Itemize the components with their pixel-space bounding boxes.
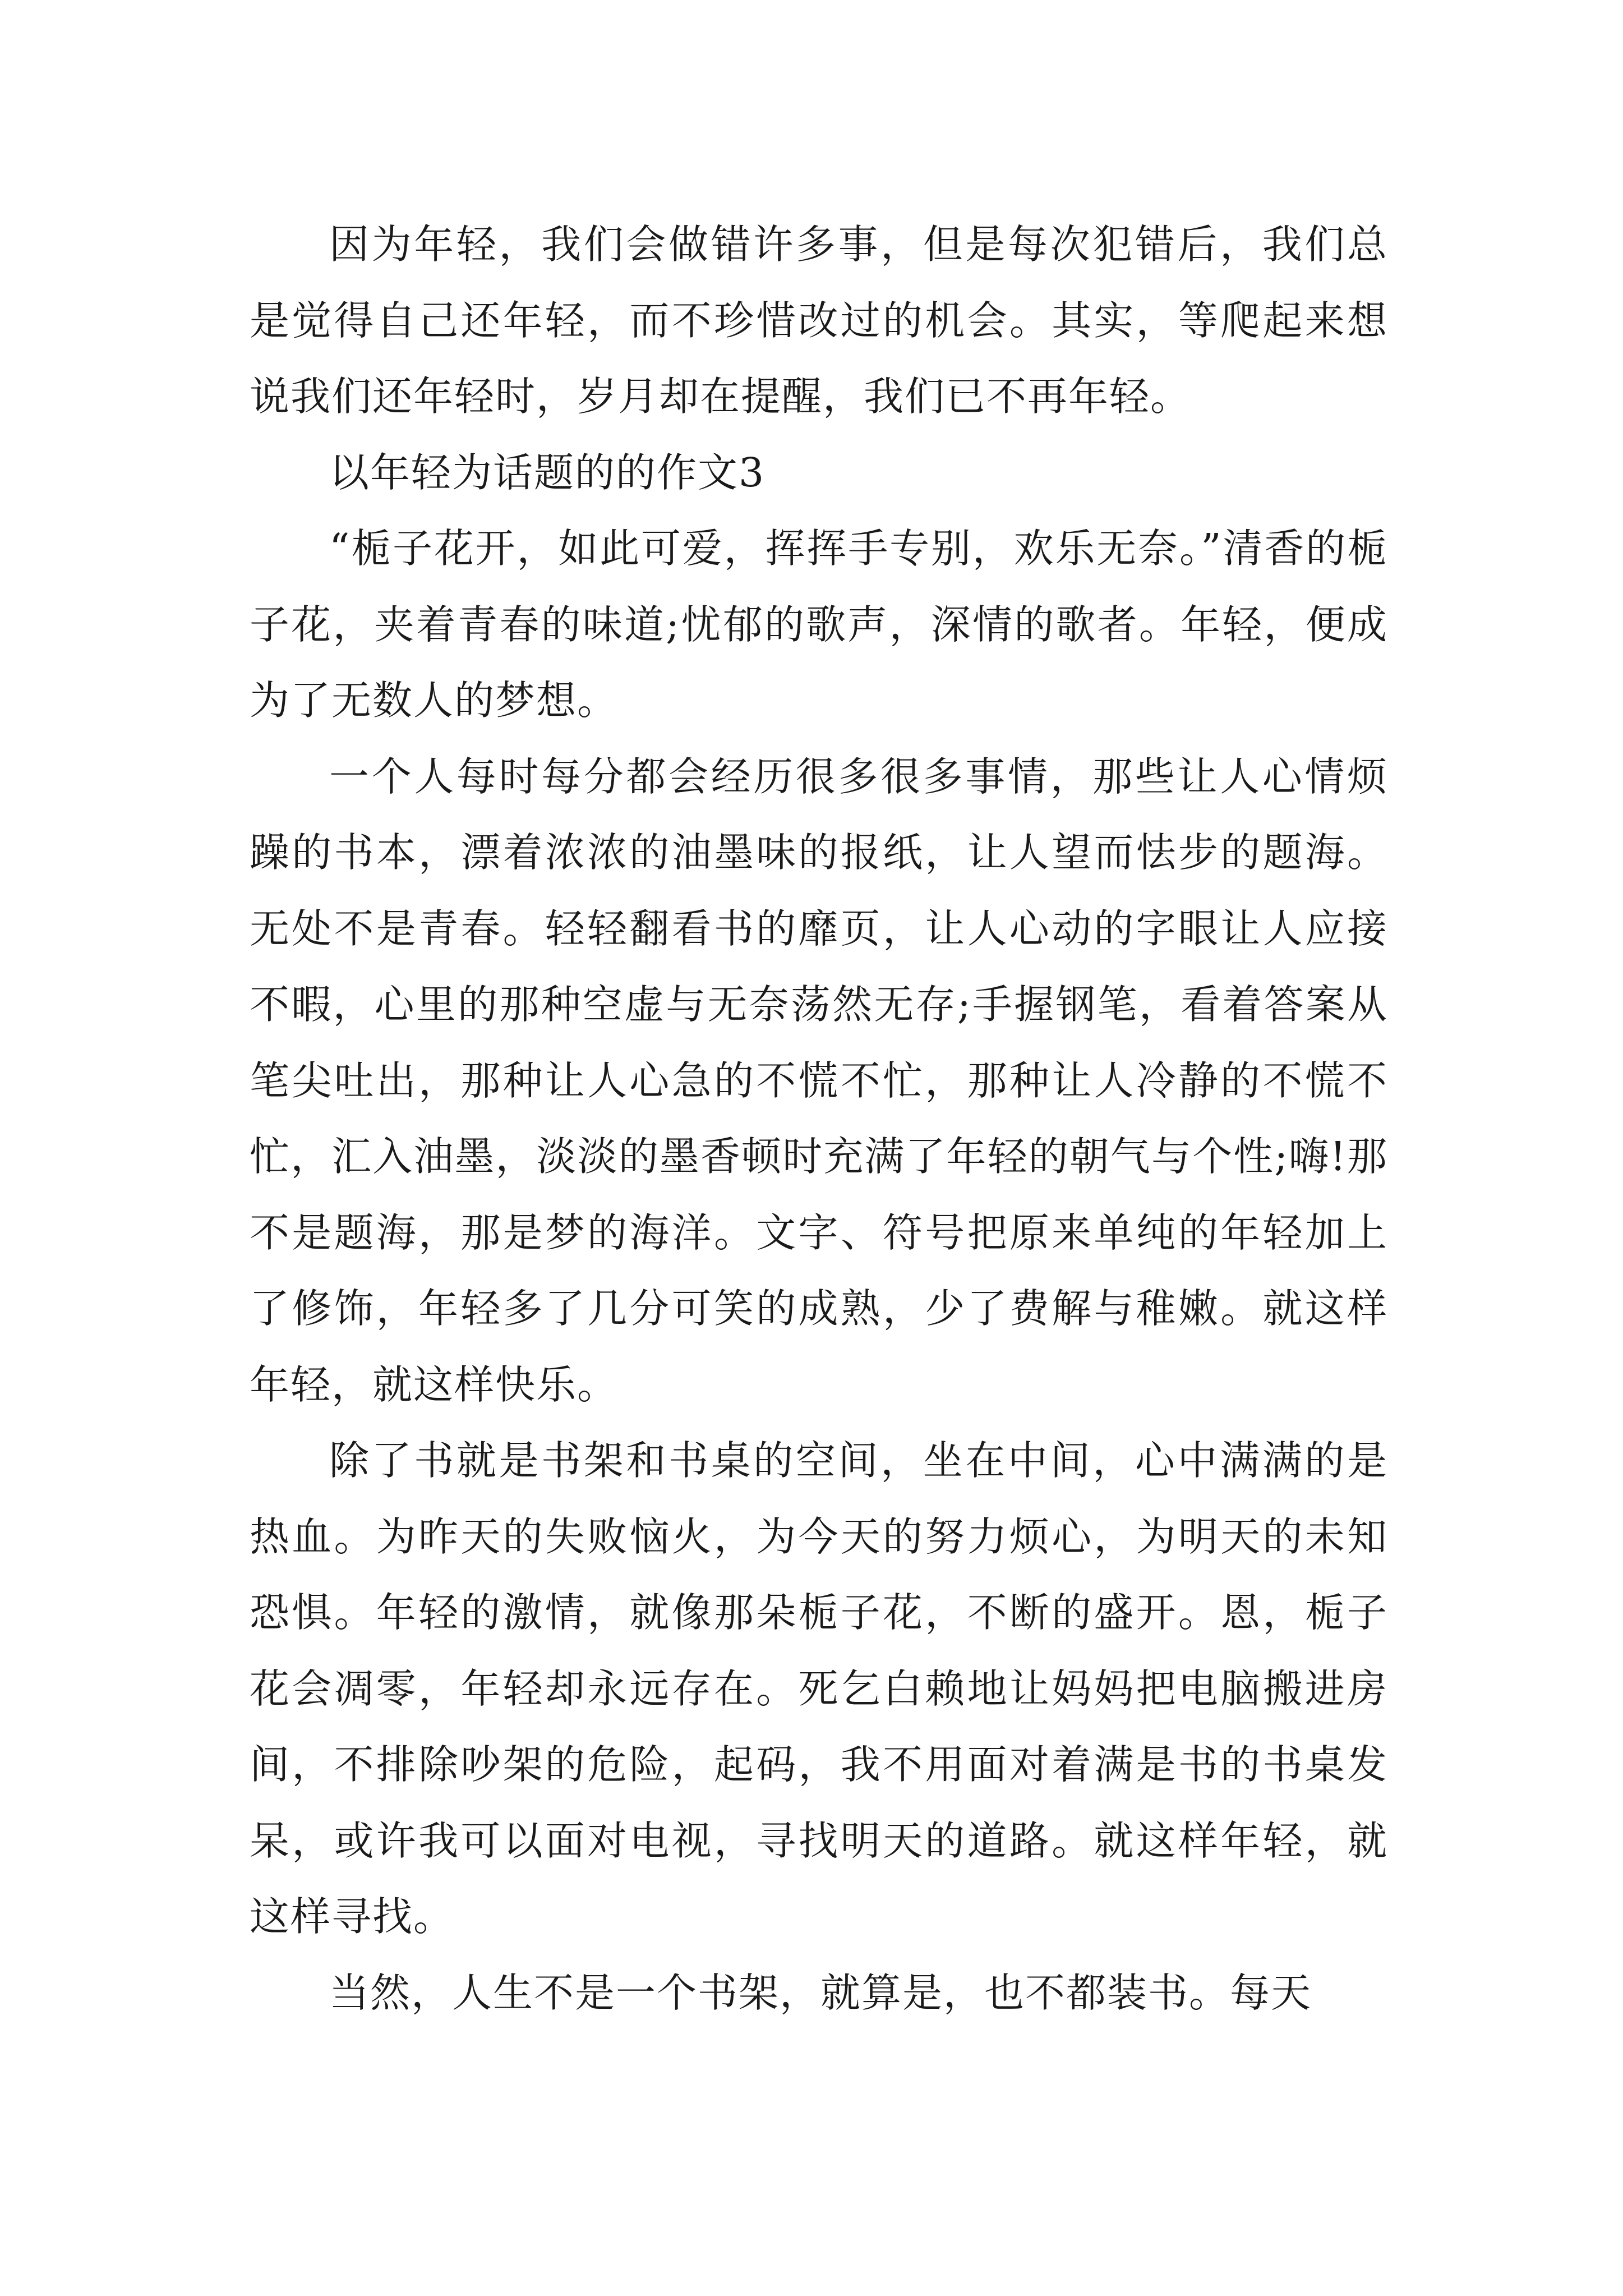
paragraph-4: 除了书就是书架和书桌的空间，坐在中间，心中满满的是热血。为昨天的失败恼火，为今天的努力烦心，为明天的未知恐惧。年轻的激情，就像那朵栀子花，不断的盛开。恩，栀子花会凋零，年轻却永远存在。死乞白赖地让妈妈把电脑搬进房间，不排除吵架的危险，起码，我不用面对着满是书的书桌发呆，或许我可以面对电视，寻找明天的道路。就这样年轻，就这样寻找。 [250, 1437, 1388, 1940]
paragraph-5: 当然，人生不是一个书架，就算是，也不都装书。每天 [329, 1969, 1312, 2016]
paragraph-2: “栀子花开，如此可爱，挥挥手专别，欢乐无奈。”清香的栀子花，夹着青春的味道;忧郁的歌声，深情的歌者。年轻，便成为了无数人的梦想。 [250, 525, 1388, 724]
section-heading: 以年轻为话题的的作文3 [329, 449, 766, 496]
paragraph-1: 因为年轻，我们会做错许多事，但是每次犯错后，我们总是觉得自己还年轻，而不珍惜改过的机会。其实，等爬起来想说我们还年轻时，岁月却在提醒，我们已不再年轻。 [250, 221, 1388, 420]
document-body [250, 206, 1388, 2031]
paragraph-3: 一个人每时每分都会经历很多很多事情，那些让人心情烦躁的书本，漂着浓浓的油墨味的报纸，让人望而怯步的题海。无处不是青春。轻轻翻看书的靡页，让人心动的字眼让人应接不暇，心里的那种空虚与无奈荡然无存;手握钢笔，看着答案从笔尖吐出，那种让人心急的不慌不忙，那种让人冷静的不慌不忙，汇入油墨，淡淡的墨香顿时充满了年轻的朝气与个性;嗨!那不是题海，那是梦的海洋。文字、符号把原来单纯的年轻加上了修饰，年轻多了几分可笑的成熟，少了费解与稚嫩。就这样年轻，就这样快乐。 [250, 753, 1388, 1408]
